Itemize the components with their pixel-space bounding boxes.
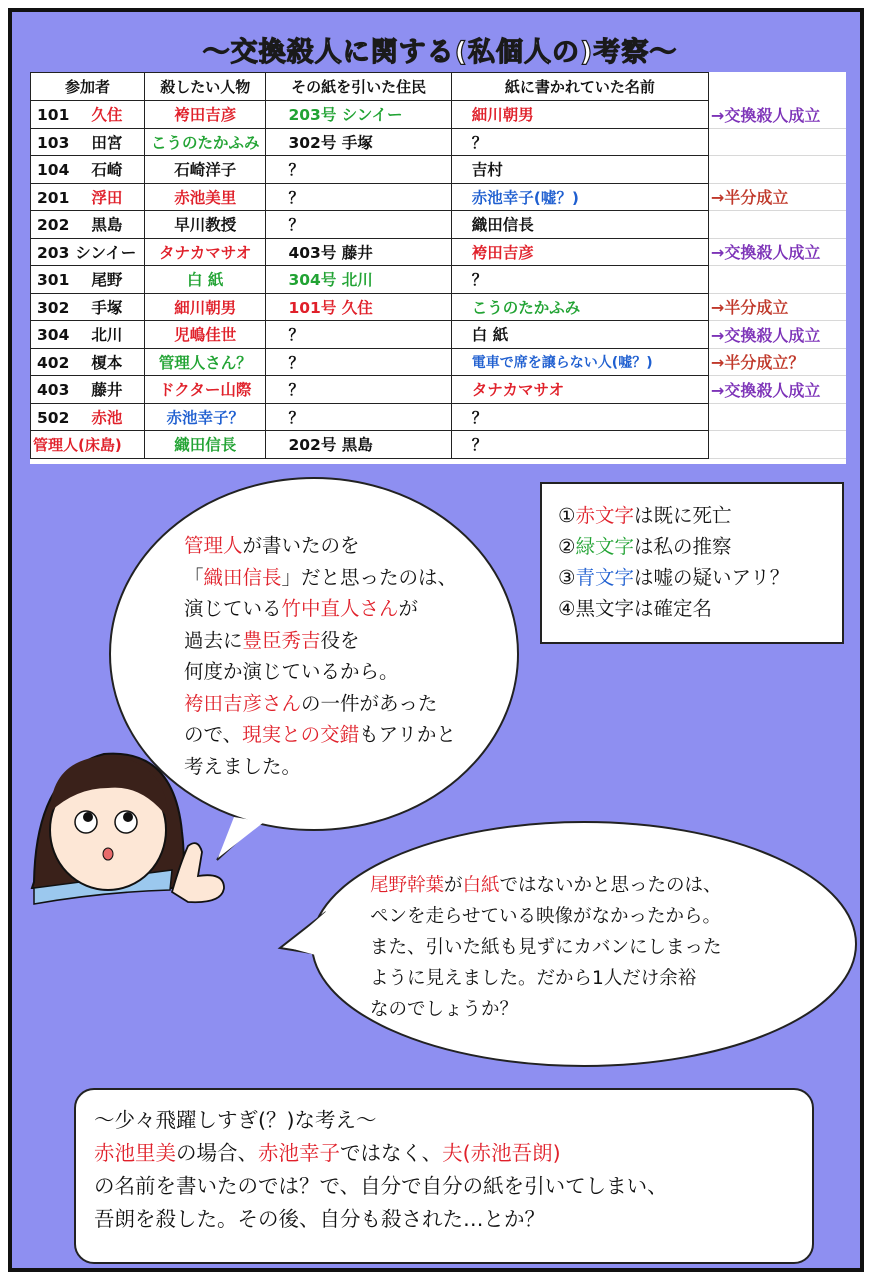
cell-paper: ？ xyxy=(451,431,708,459)
text-segment: 何度か演じているから。 xyxy=(184,660,399,683)
header-drew: その紙を引いた住民 xyxy=(266,73,451,101)
cell-paper: ？ xyxy=(451,403,708,431)
participant-name: 榎本 xyxy=(91,353,123,372)
cell-note: →交換殺人成立 xyxy=(708,101,846,129)
text-segment: ペンを走らせている映像がなかったから。 xyxy=(370,906,721,927)
legend-color-word: 緑文字 xyxy=(575,535,634,558)
room-number: 201 xyxy=(37,188,70,207)
participant-name: 北川 xyxy=(91,326,123,345)
header-target: 殺したい人物 xyxy=(144,73,266,101)
cell-paper: こうのたかふみ xyxy=(451,293,708,321)
cell-drew: ？ xyxy=(266,376,451,404)
text-segment: の一件があった xyxy=(301,691,438,715)
room-number: 301 xyxy=(37,271,70,290)
room-number: 101 xyxy=(37,106,70,125)
cell-target: タナカマサオ xyxy=(144,238,266,266)
text-segment: ～少々飛躍しすぎ(？)な考え～ xyxy=(94,1108,377,1132)
cell-note: →半分成立？ xyxy=(708,348,846,376)
highlight-text: 袴田吉彦さん xyxy=(184,691,302,715)
cell-drew: ？ xyxy=(266,348,451,376)
text-segment: ではなく、 xyxy=(340,1141,443,1165)
cell-drew: 302号 手塚 xyxy=(266,128,451,156)
text-segment: 吾朗を殺した。その後、自分も殺された…とか？ xyxy=(94,1207,545,1231)
highlight-text: 赤池幸子 xyxy=(258,1141,340,1165)
cell-paper: ？ xyxy=(451,128,708,156)
cell-paper: 白 紙 xyxy=(451,321,708,349)
text-line xyxy=(370,870,810,901)
cell-paper: タナカマサオ xyxy=(451,376,708,404)
text-line xyxy=(184,593,514,625)
room-number: 402 xyxy=(37,353,70,372)
text-line xyxy=(94,1137,812,1170)
participant-name: 石崎 xyxy=(91,161,123,180)
text-line xyxy=(94,1203,812,1236)
header-participant: 参加者 xyxy=(31,73,145,101)
page-title: ～交換殺人に関する(私個人の)考察～ xyxy=(202,37,678,68)
legend-number: ④ xyxy=(558,597,576,620)
participant-name: 田宮 xyxy=(91,133,123,152)
text-line xyxy=(184,688,514,720)
cell-paper: ？ xyxy=(451,266,708,294)
text-line xyxy=(184,751,514,783)
participant-name: 手塚 xyxy=(91,298,123,317)
cell-paper: 電車で席を譲らない人(嘘？) xyxy=(451,348,708,376)
cell-paper: 袴田吉彦 xyxy=(451,238,708,266)
room-number: 103 xyxy=(37,133,70,152)
room-number: 304 xyxy=(37,326,70,345)
cell-paper: 吉村 xyxy=(451,156,708,184)
text-line xyxy=(94,1170,812,1203)
cell-drew: ？ xyxy=(266,403,451,431)
text-segment: 過去に xyxy=(184,628,243,652)
highlight-text: 竹中直人さん xyxy=(281,597,399,620)
cell-note: →半分成立 xyxy=(708,183,846,211)
cell-target: 早川教授 xyxy=(144,211,266,239)
text-line xyxy=(370,932,810,963)
legend-desc: は嘘の疑いアリ？ xyxy=(634,566,790,589)
room-number: 202 xyxy=(37,216,70,235)
cell-drew: 304号 北川 xyxy=(266,266,451,294)
text-segment: 演じている xyxy=(184,597,282,620)
speculation-box xyxy=(74,1088,814,1264)
legend-number: ③ xyxy=(558,566,576,589)
cell-drew: ？ xyxy=(266,183,451,211)
text-line xyxy=(184,530,514,562)
text-segment: が xyxy=(398,597,419,620)
participant-name: 管理人(床島) xyxy=(33,435,122,454)
cell-paper: 織田信長 xyxy=(451,211,708,239)
text-line xyxy=(94,1104,812,1137)
cell-target: 児嶋佳世 xyxy=(144,321,266,349)
room-number: 302 xyxy=(37,298,70,317)
text-segment: 考えました。 xyxy=(184,754,302,778)
highlight-text: 赤池里美 xyxy=(94,1141,176,1165)
text-segment: また、引いた紙も見ずにカバンにしまった xyxy=(370,937,722,958)
comic-panel xyxy=(8,8,864,1272)
text-line xyxy=(184,656,514,688)
cell-drew: ？ xyxy=(266,321,451,349)
highlight-text: 尾野幹葉 xyxy=(370,875,445,896)
legend-desc: は私の推察 xyxy=(634,535,732,558)
room-number: 502 xyxy=(37,408,70,427)
text-segment: 「 xyxy=(184,565,204,589)
cell-target: ドクター山際 xyxy=(144,376,266,404)
text-segment: が xyxy=(444,875,463,896)
text-line xyxy=(184,625,514,657)
cell-drew: ？ xyxy=(266,211,451,239)
participant-name: 赤池 xyxy=(91,408,123,427)
cell-drew: ？ xyxy=(266,156,451,184)
header-paper: 紙に書かれていた名前 xyxy=(451,73,708,101)
highlight-text: 夫(赤池吾朗) xyxy=(442,1141,561,1165)
legend-color-word: 青文字 xyxy=(575,566,634,589)
text-segment: ので、 xyxy=(184,723,243,746)
cell-target: 赤池美里 xyxy=(144,183,266,211)
participant-name: 久住 xyxy=(91,106,123,125)
cell-note: →交換殺人成立 xyxy=(708,238,846,266)
text-segment: なのでしょうか？ xyxy=(370,999,519,1020)
highlight-text: 白紙 xyxy=(462,875,500,896)
text-line xyxy=(370,963,810,994)
legend-number: ① xyxy=(558,504,576,527)
cell-note: →交換殺人成立 xyxy=(708,321,846,349)
cell-drew: 101号 久住 xyxy=(266,293,451,321)
text-segment: の名前を書いたのでは？で、自分で自分の紙を引いてしまい、 xyxy=(94,1174,668,1198)
cell-target: 細川朝男 xyxy=(144,293,266,321)
cell-note: →交換殺人成立 xyxy=(708,376,846,404)
text-segment: ように見えました。だから1人だけ余裕 xyxy=(370,968,697,989)
highlight-text: 豊臣秀吉 xyxy=(242,628,321,652)
text-segment: ではないかと思ったのは、 xyxy=(499,875,722,896)
bubble-1-text xyxy=(184,530,514,782)
room-number: 104 xyxy=(37,161,70,180)
cell-note: →半分成立 xyxy=(708,293,846,321)
participant-name: 藤井 xyxy=(91,381,123,400)
text-line xyxy=(184,719,514,751)
cell-target: こうのたかふみ xyxy=(144,128,266,156)
text-segment: が書いたのを xyxy=(242,534,360,557)
text-segment: もアリかと xyxy=(359,723,456,746)
highlight-text: 管理人 xyxy=(184,534,243,557)
cell-target: 白 紙 xyxy=(144,266,266,294)
text-line xyxy=(184,562,514,594)
cell-target: 赤池幸子？ xyxy=(144,403,266,431)
room-number: 403 xyxy=(37,381,70,400)
legend-desc: は既に死亡 xyxy=(634,504,732,527)
legend-desc: 黒文字は確定名 xyxy=(575,597,712,620)
cell-drew: 203号 シンイー xyxy=(266,101,451,129)
participant-name: シンイー xyxy=(75,243,137,262)
legend-color-word: 赤文字 xyxy=(575,504,634,527)
highlight-text: 織田信長 xyxy=(203,565,282,589)
legend-number: ② xyxy=(558,535,576,558)
cell-paper: 細川朝男 xyxy=(451,101,708,129)
room-number: 203 xyxy=(37,243,70,262)
text-segment: 」だと思ったのは、 xyxy=(281,565,458,589)
bubble-2-text xyxy=(370,870,810,1025)
text-segment: の場合、 xyxy=(176,1141,258,1165)
participant-name: 浮田 xyxy=(91,188,123,207)
cell-target: 石崎洋子 xyxy=(144,156,266,184)
cell-target: 管理人さん？ xyxy=(144,348,266,376)
text-segment: 役を xyxy=(320,628,360,652)
cell-drew: 403号 藤井 xyxy=(266,238,451,266)
cell-target: 織田信長 xyxy=(144,431,266,459)
cell-target: 袴田吉彦 xyxy=(144,101,266,129)
participant-name: 黒島 xyxy=(91,216,123,235)
text-line xyxy=(370,994,810,1025)
highlight-text: 現実との交錯 xyxy=(242,723,360,746)
participant-name: 尾野 xyxy=(91,271,123,290)
text-line xyxy=(370,901,810,932)
cell-paper: 赤池幸子(嘘？) xyxy=(451,183,708,211)
cell-drew: 202号 黒島 xyxy=(266,431,451,459)
